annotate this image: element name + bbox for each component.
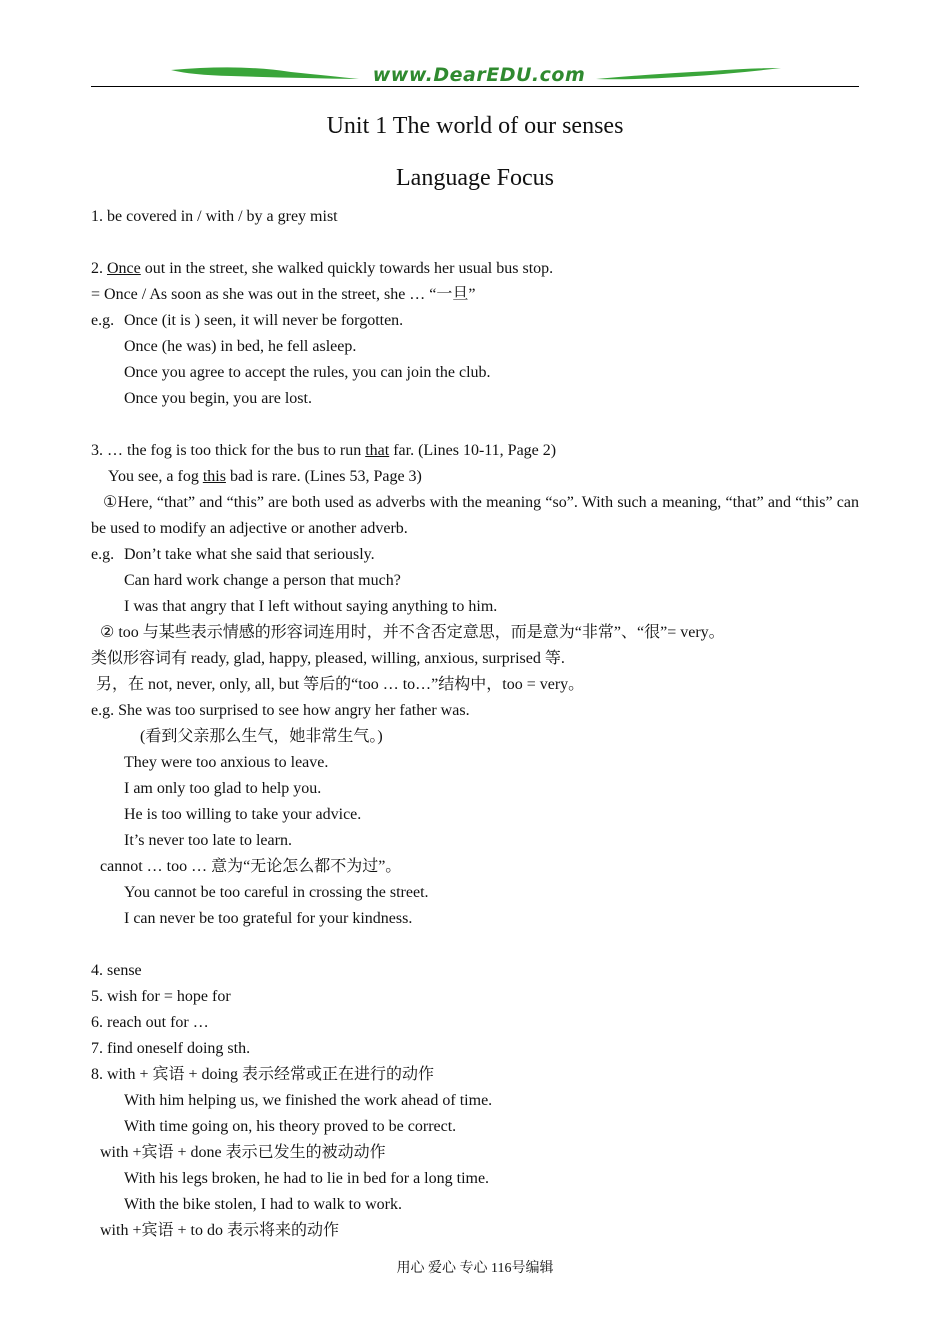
item-8: 8. with + 宾语 + doing 表示经常或正在进行的动作	[91, 1066, 434, 1083]
example-line: I can never be too grateful for your kindness.	[124, 910, 413, 927]
item-8-done-rule: with +宾语 + done 表示已发生的被动动作	[100, 1144, 386, 1161]
item-3-rest: far. (Lines 10-11, Page 2)	[389, 442, 557, 459]
right-swoosh	[596, 68, 781, 79]
example-line: Once you begin, you are lost.	[124, 390, 312, 407]
item-2-prefix: 2.	[91, 260, 107, 277]
example-line: It’s never too late to learn.	[124, 832, 292, 849]
site-logo-text: www.DearEDU.com	[372, 64, 586, 86]
example-line: Once (it is ) seen, it will never be forgotten.	[124, 312, 404, 329]
example-line: I am only too glad to help you.	[124, 780, 322, 797]
example-line: Once (he was) in bed, he fell asleep.	[124, 338, 357, 355]
example-line: With him helping us, we finished the work ahead of time.	[124, 1092, 493, 1109]
example-line: With the bike stolen, I had to walk to work.	[124, 1196, 402, 1213]
page-subtitle: Language Focus	[396, 165, 554, 191]
example-line: He is too willing to take your advice.	[124, 806, 362, 823]
page-footer: 用心 爱心 专心 116号编辑	[396, 1261, 554, 1276]
example-translation: (看到父亲那么生气，她非常生气。)	[140, 728, 383, 745]
example-line: You cannot be too careful in crossing the street.	[124, 884, 429, 901]
item-3	[91, 441, 556, 461]
item-6: 6. reach out for …	[91, 1014, 209, 1031]
quote-prefix: You see, a fog	[108, 468, 203, 485]
left-swoosh	[171, 67, 359, 79]
site-header	[91, 62, 859, 90]
explanation-paragraph: ①Here, “that” and “this” are both used as adverbs with the meaning “so”. With such a meaning, “that” and “this” can be used to modify an adjective or another adverb.	[91, 494, 859, 537]
item-2	[91, 259, 553, 279]
item-8-todo-rule: with +宾语 + to do 表示将来的动作	[100, 1222, 339, 1239]
item-5: 5. wish for = hope for	[91, 988, 231, 1005]
example-line: With his legs broken, he had to lie in bed for a long time.	[124, 1170, 490, 1187]
example-line: They were too anxious to leave.	[124, 754, 329, 771]
eg-label: e.g.	[91, 312, 115, 329]
note-too-emotion: ② too 与某些表示情感的形容词连用时，并不含否定意思，而是意为“非常”、“很”= very。	[100, 624, 725, 641]
page-title: Unit 1 The world of our senses	[326, 113, 624, 139]
item-2-rest: out in the street, she walked quickly towards her usual bus stop.	[140, 260, 554, 277]
item-7: 7. find oneself doing sth.	[91, 1040, 251, 1057]
note-similar-adjectives: 类似形容词有 ready, glad, happy, pleased, willing, anxious, surprised 等.	[91, 650, 565, 667]
note-too-to-structure: 另，在 not, never, only, all, but 等后的“too … to…”结构中，too = very。	[96, 676, 585, 693]
item-3-second-quote	[108, 467, 422, 487]
example-line: Once you agree to accept the rules, you can join the club.	[124, 364, 491, 381]
example-line: Don’t take what she said that seriously.	[124, 546, 375, 563]
example-line: With time going on, his theory proved to be correct.	[124, 1118, 457, 1135]
eg-label: e.g.	[91, 546, 115, 563]
item-3-underlined: that	[365, 442, 390, 459]
header-rule	[91, 86, 859, 87]
quote-rest: bad is rare. (Lines 53, Page 3)	[225, 468, 422, 485]
item-2-equivalent: = Once / As soon as she was out in the street, she … “一旦”	[91, 286, 476, 303]
example-line: e.g. She was too surprised to see how angry her father was.	[91, 702, 470, 719]
item-4: 4. sense	[91, 962, 142, 979]
quote-underlined: this	[202, 468, 226, 485]
example-line: Can hard work change a person that much?	[124, 572, 401, 589]
example-line: I was that angry that I left without saying anything to him.	[124, 598, 498, 615]
item-2-underlined: Once	[107, 260, 141, 277]
item-3-prefix: 3. … the fog is too thick for the bus to run	[91, 442, 366, 459]
note-cannot-too: cannot … too … 意为“无论怎么都不为过”。	[100, 858, 402, 875]
item-1: 1. be covered in / with / by a grey mist	[91, 208, 338, 225]
